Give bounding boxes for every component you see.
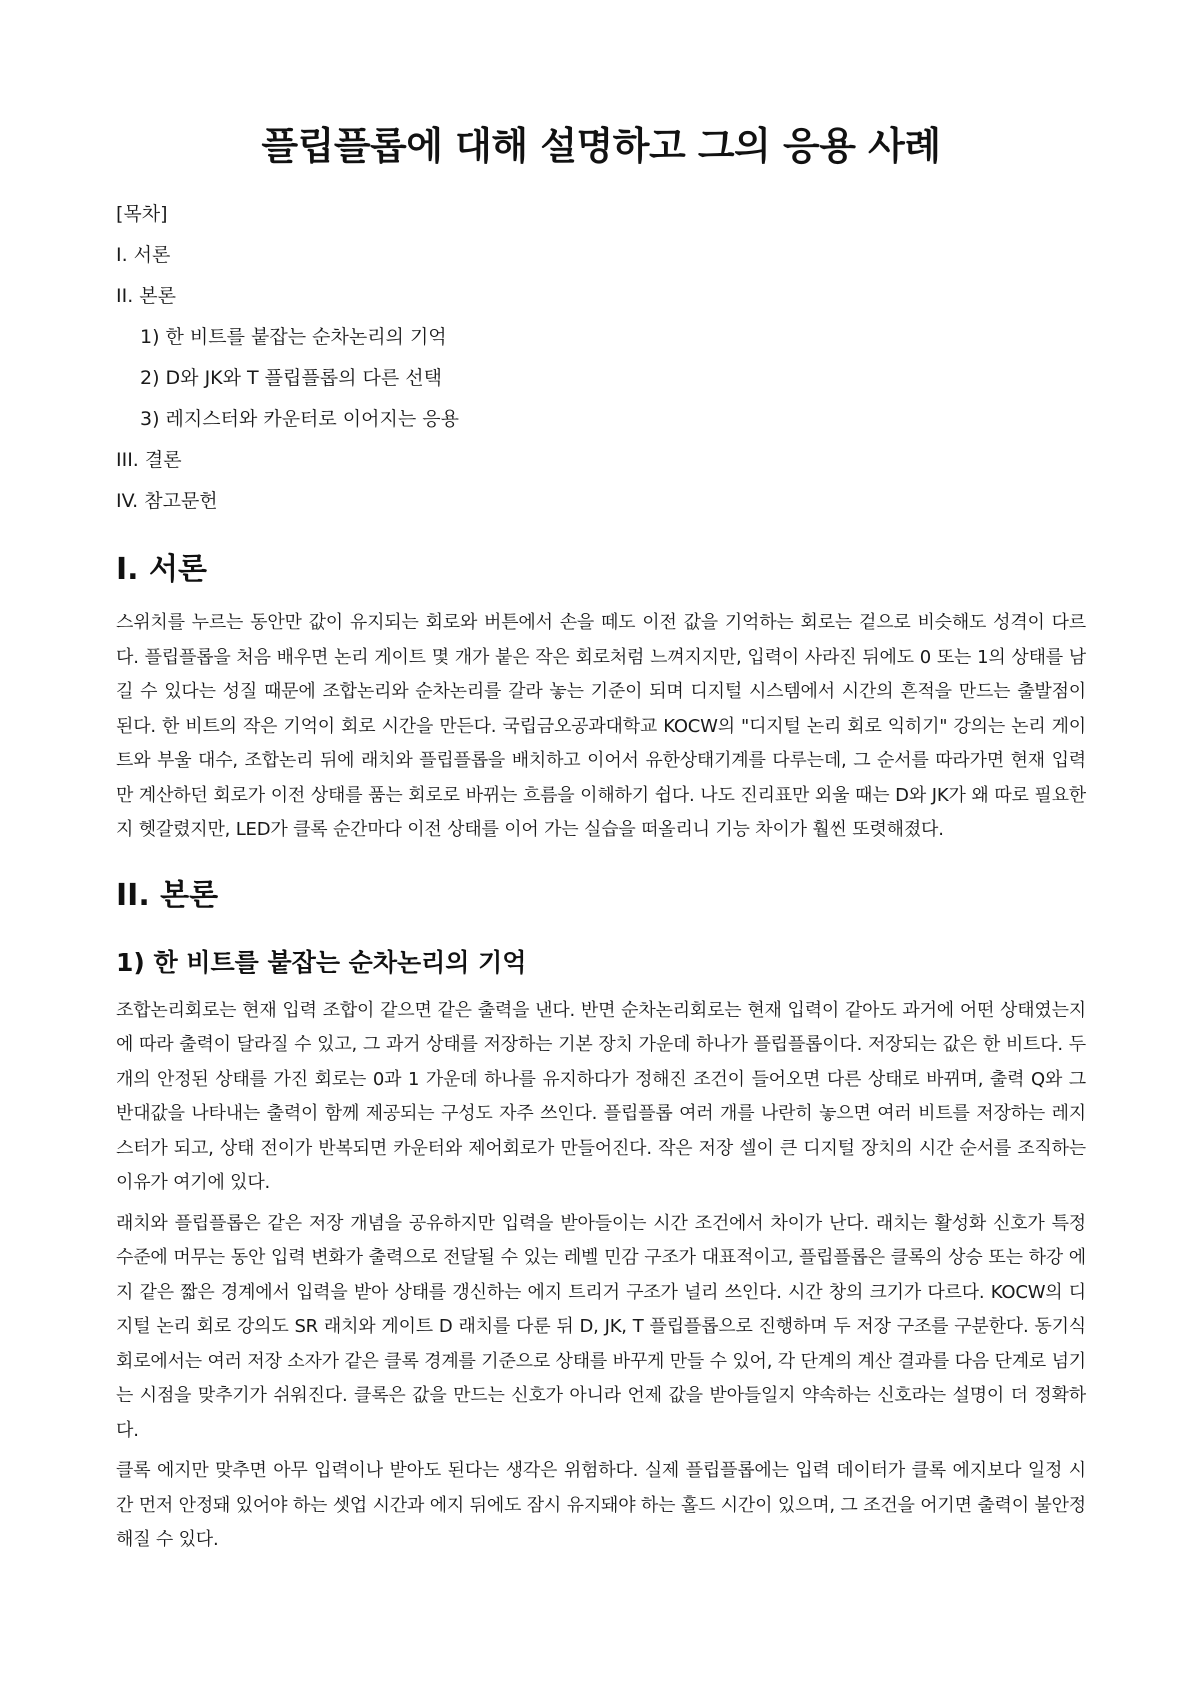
toc-subitem: 3) 레지스터와 카운터로 이어지는 응용 bbox=[140, 408, 459, 430]
toc-item: IV. 참고문헌 bbox=[116, 490, 218, 512]
toc-item: III. 결론 bbox=[116, 449, 182, 471]
subsection-heading-1: 1) 한 비트를 붙잡는 순차논리의 기억 bbox=[116, 947, 527, 977]
toc-heading: [목차] bbox=[116, 203, 168, 225]
document-page bbox=[116, 0, 1086, 1696]
toc-subitem: 2) D와 JK와 T 플립플롭의 다른 선택 bbox=[140, 367, 442, 389]
body-paragraph: 클록 에지만 맞추면 아무 입력이나 받아도 된다는 생각은 위험하다. 실제 플립플롭에는 입력 데이터가 클록 에지보다 일정 시간 먼저 안정돼 있어야 하는 셋업 시간과 에지 뒤에도 잠시 유지돼야 하는 홀드 시간이 있으며, 그 조건을 어기면 출력이 불안정해질 수 있다. bbox=[116, 1460, 1086, 1550]
toc-subitem: 1) 한 비트를 붙잡는 순차논리의 기억 bbox=[140, 326, 447, 348]
table-of-contents bbox=[116, 194, 1086, 522]
document-title: 플립플롭에 대해 설명하고 그의 응용 사례 bbox=[261, 124, 941, 168]
toc-item: II. 본론 bbox=[116, 285, 176, 307]
toc-item: I. 서론 bbox=[116, 244, 171, 266]
section-heading-body: II. 본론 bbox=[116, 877, 219, 913]
section-heading-intro: I. 서론 bbox=[116, 552, 207, 587]
body-paragraph: 조합논리회로는 현재 입력 조합이 같으면 같은 출력을 낸다. 반면 순차논리회로는 현재 입력이 같아도 과거에 어떤 상태였는지에 따라 출력이 달라질 수 있고, 그 과거 상태를 저장하는 기본 장치 가운데 하나가 플립플롭이다. 저장되는 값은 한 비트다. 두 개의 안정된 상태를 가진 회로는 0과 1 가운데 하나를 유지하다가 정해진 조건이 들어오면 다른 상태로 바뀌며, 출력 Q와 그 반대값을 나타내는 출력이 함께 제공되는 구성도 자주 쓰인다. 플립플롭 여러 개를 나란히 놓으면 여러 비트를 저장하는 레지스터가 되고, 상태 전이가 반복되면 카운터와 제어회로가 만들어진다. 작은 저장 셀이 큰 디지털 장치의 시간 순서를 조직하는 이유가 여기에 있다. bbox=[116, 999, 1086, 1193]
intro-paragraph: 스위치를 누르는 동안만 값이 유지되는 회로와 버튼에서 손을 떼도 이전 값을 기억하는 회로는 겉으로 비슷해도 성격이 다르다. 플립플롭을 처음 배우면 논리 게이트 몇 개가 붙은 작은 회로처럼 느껴지지만, 입력이 사라진 뒤에도 0 또는 1의 상태를 남길 수 있다는 성질 때문에 조합논리와 순차논리를 갈라 놓는 기준이 되며 디지털 시스템에서 시간의 흔적을 만드는 출발점이 된다. 한 비트의 작은 기억이 회로 시간을 만든다. 국립금오공과대학교 KOCW의 "디지털 논리 회로 익히기" 강의는 논리 게이트와 부울 대수, 조합논리 뒤에 래치와 플립플롭을 배치하고 이어서 유한상태기계를 다루는데, 그 순서를 따라가면 현재 입력만 계산하던 회로가 이전 상태를 품는 회로로 바뀌는 흐름을 이해하기 쉽다. 나도 진리표만 외울 때는 D와 JK가 왜 따로 필요한지 헷갈렸지만, LED가 클록 순간마다 이전 상태를 이어 가는 실습을 떠올리니 기능 차이가 훨씬 또렷해졌다. bbox=[116, 612, 1086, 840]
body-paragraph: 래치와 플립플롭은 같은 저장 개념을 공유하지만 입력을 받아들이는 시간 조건에서 차이가 난다. 래치는 활성화 신호가 특정 수준에 머무는 동안 입력 변화가 출력으로 전달될 수 있는 레벨 민감 구조가 대표적이고, 플립플롭은 클록의 상승 또는 하강 에지 같은 짧은 경계에서 입력을 받아 상태를 갱신하는 에지 트리거 구조가 널리 쓰인다. 시간 창의 크기가 다르다. KOCW의 디지털 논리 회로 강의도 SR 래치와 게이트 D 래치를 다룬 뒤 D, JK, T 플립플롭으로 진행하며 두 저장 구조를 구분한다. 동기식 회로에서는 여러 저장 소자가 같은 클록 경계를 기준으로 상태를 바꾸게 만들 수 있어, 각 단계의 계산 결과를 다음 단계로 넘기는 시점을 맞추기가 쉬워진다. 클록은 값을 만드는 신호가 아니라 언제 값을 받아들일지 약속하는 신호라는 설명이 더 정확하다. bbox=[116, 1212, 1086, 1441]
